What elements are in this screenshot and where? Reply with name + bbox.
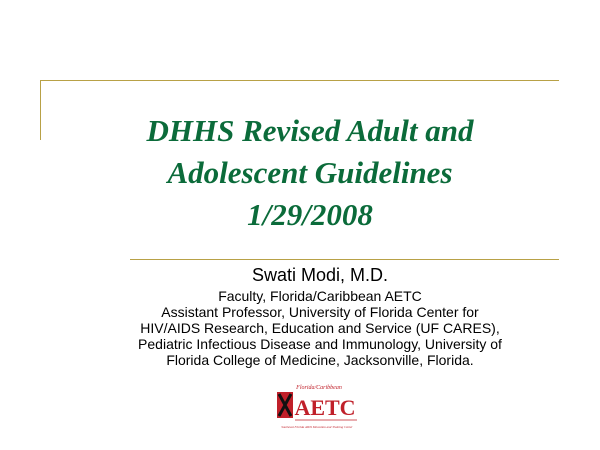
title-line-2: Adolescent Guidelines xyxy=(167,155,453,190)
speaker-name: Swati Modi, M.D. xyxy=(251,265,389,285)
affiliation-line-3: HIV/AIDS Research, Education and Service (UF CARES), xyxy=(140,320,500,336)
affiliation-line-5: Florida College of Medicine, Jacksonville, Florida. xyxy=(166,352,474,368)
title-divider xyxy=(130,259,559,260)
speaker-affiliation xyxy=(60,288,580,368)
ribbon-icon xyxy=(277,392,293,418)
logo-bottom-text: Southeast Florida AIDS Education and Training Center xyxy=(281,425,353,429)
title-line-1: DHHS Revised Adult and xyxy=(146,113,474,148)
logo-top-text: Florida/Caribbean xyxy=(296,385,342,391)
affiliation-line-2: Assistant Professor, University of Florida Center for xyxy=(161,304,479,320)
logo-main-text: AETC xyxy=(294,395,356,420)
title-line-3: 1/29/2008 xyxy=(247,197,373,232)
affiliation-line-4: Pediatric Infectious Disease and Immunology, University of xyxy=(138,336,502,352)
top-rule xyxy=(40,80,559,81)
slide-title xyxy=(90,110,530,236)
aetc-logo xyxy=(275,382,359,432)
affiliation-line-1: Faculty, Florida/Caribbean AETC xyxy=(218,288,422,304)
left-rule xyxy=(40,80,41,140)
